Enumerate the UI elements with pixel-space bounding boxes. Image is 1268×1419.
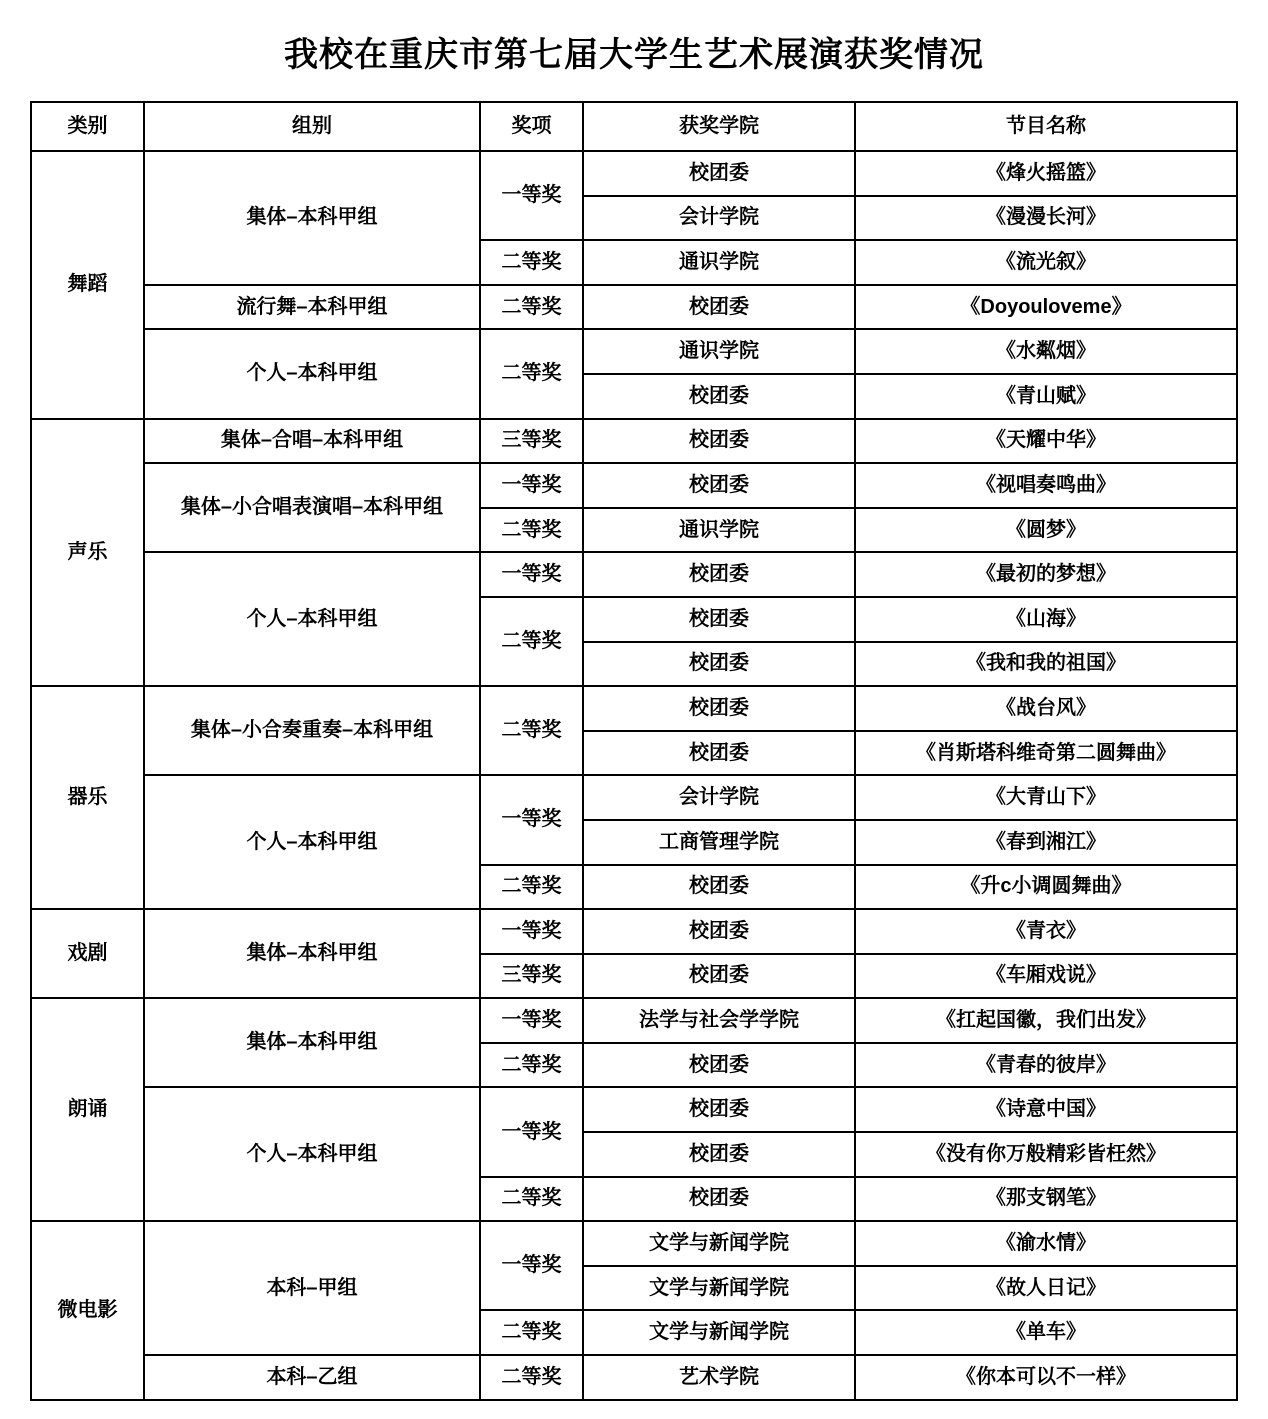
prize-cell: 二等奖 (480, 686, 583, 775)
page-title: 我校在重庆市第七届大学生艺术展演获奖情况 (284, 37, 984, 74)
group-cell: 个人–本科甲组 (144, 329, 480, 418)
college-cell: 校团委 (583, 285, 855, 330)
column-header-program: 节目名称 (855, 102, 1237, 151)
group-cell: 个人–本科甲组 (144, 552, 480, 686)
program-cell: 《大青山下》 (855, 775, 1237, 820)
program-cell: 《肖斯塔科维奇第二圆舞曲》 (855, 731, 1237, 776)
program-cell: 《升c小调圆舞曲》 (855, 865, 1237, 910)
college-cell: 艺术学院 (583, 1355, 855, 1400)
college-cell: 文学与新闻学院 (583, 1221, 855, 1266)
program-cell: 《青山赋》 (855, 374, 1237, 419)
prize-cell: 一等奖 (480, 998, 583, 1043)
program-cell: 《车厢戏说》 (855, 954, 1237, 999)
college-cell: 校团委 (583, 552, 855, 597)
column-header-category: 类别 (31, 102, 144, 151)
college-cell: 校团委 (583, 686, 855, 731)
prize-cell: 一等奖 (480, 1087, 583, 1176)
college-cell: 校团委 (583, 374, 855, 419)
column-header-group: 组别 (144, 102, 480, 151)
group-cell: 集体–合唱–本科甲组 (144, 419, 480, 464)
awards-table-body (31, 151, 1237, 1400)
prize-cell: 二等奖 (480, 1355, 583, 1400)
prize-cell: 二等奖 (480, 865, 583, 910)
prize-cell: 一等奖 (480, 463, 583, 508)
college-cell: 通识学院 (583, 240, 855, 285)
prize-cell: 三等奖 (480, 419, 583, 464)
college-cell: 通识学院 (583, 329, 855, 374)
college-cell: 文学与新闻学院 (583, 1266, 855, 1311)
prize-cell: 三等奖 (480, 954, 583, 999)
column-header-college: 获奖学院 (583, 102, 855, 151)
table-row (31, 909, 1237, 954)
table-row (31, 1355, 1237, 1400)
college-cell: 校团委 (583, 1132, 855, 1177)
college-cell: 校团委 (583, 463, 855, 508)
prize-cell: 一等奖 (480, 552, 583, 597)
college-cell: 校团委 (583, 151, 855, 196)
prize-cell: 二等奖 (480, 1043, 583, 1088)
program-cell: 《渝水情》 (855, 1221, 1237, 1266)
group-cell: 本科–乙组 (144, 1355, 480, 1400)
table-row (31, 1221, 1237, 1266)
program-cell: 《圆梦》 (855, 508, 1237, 553)
group-cell: 流行舞–本科甲组 (144, 285, 480, 330)
prize-cell: 一等奖 (480, 151, 583, 240)
college-cell: 校团委 (583, 597, 855, 642)
table-row (31, 463, 1237, 508)
table-row (31, 151, 1237, 196)
table-row (31, 419, 1237, 464)
college-cell: 校团委 (583, 1087, 855, 1132)
program-cell: 《青春的彼岸》 (855, 1043, 1237, 1088)
awards-table (30, 101, 1238, 1401)
table-row (31, 329, 1237, 374)
college-cell: 会计学院 (583, 775, 855, 820)
program-cell: 《你本可以不一样》 (855, 1355, 1237, 1400)
category-cell: 器乐 (31, 686, 144, 909)
program-cell: 《故人日记》 (855, 1266, 1237, 1311)
table-row (31, 1087, 1237, 1132)
prize-cell: 二等奖 (480, 240, 583, 285)
prize-cell: 二等奖 (480, 508, 583, 553)
college-cell: 法学与社会学学院 (583, 998, 855, 1043)
category-cell: 微电影 (31, 1221, 144, 1399)
college-cell: 校团委 (583, 1177, 855, 1222)
column-header-prize: 奖项 (480, 102, 583, 151)
group-cell: 集体–本科甲组 (144, 998, 480, 1087)
table-row (31, 998, 1237, 1043)
group-cell: 集体–小合奏重奏–本科甲组 (144, 686, 480, 775)
program-cell: 《扛起国徽，我们出发》 (855, 998, 1237, 1043)
prize-cell: 一等奖 (480, 775, 583, 864)
program-cell: 《单车》 (855, 1310, 1237, 1355)
college-cell: 校团委 (583, 419, 855, 464)
prize-cell: 一等奖 (480, 1221, 583, 1310)
group-cell: 个人–本科甲组 (144, 775, 480, 909)
group-cell: 本科–甲组 (144, 1221, 480, 1355)
group-cell: 个人–本科甲组 (144, 1087, 480, 1221)
program-cell: 《青衣》 (855, 909, 1237, 954)
program-cell: 《那支钢笔》 (855, 1177, 1237, 1222)
program-cell: 《春到湘江》 (855, 820, 1237, 865)
header-row (31, 102, 1237, 151)
college-cell: 校团委 (583, 954, 855, 999)
prize-cell: 二等奖 (480, 597, 583, 686)
category-cell: 戏剧 (31, 909, 144, 998)
table-row (31, 552, 1237, 597)
prize-cell: 二等奖 (480, 329, 583, 418)
category-cell: 朗诵 (31, 998, 144, 1221)
college-cell: 通识学院 (583, 508, 855, 553)
program-cell: 《诗意中国》 (855, 1087, 1237, 1132)
prize-cell: 一等奖 (480, 909, 583, 954)
college-cell: 校团委 (583, 642, 855, 687)
group-cell: 集体–本科甲组 (144, 909, 480, 998)
college-cell: 校团委 (583, 1043, 855, 1088)
program-cell: 《天耀中华》 (855, 419, 1237, 464)
college-cell: 文学与新闻学院 (583, 1310, 855, 1355)
program-cell: 《没有你万般精彩皆枉然》 (855, 1132, 1237, 1177)
program-cell: 《漫漫长河》 (855, 196, 1237, 241)
program-cell: 《流光叙》 (855, 240, 1237, 285)
college-cell: 校团委 (583, 909, 855, 954)
prize-cell: 二等奖 (480, 1310, 583, 1355)
college-cell: 会计学院 (583, 196, 855, 241)
program-cell: 《我和我的祖国》 (855, 642, 1237, 687)
program-cell: 《视唱奏鸣曲》 (855, 463, 1237, 508)
college-cell: 校团委 (583, 731, 855, 776)
category-cell: 舞蹈 (31, 151, 144, 419)
table-row (31, 775, 1237, 820)
group-cell: 集体–小合唱表演唱–本科甲组 (144, 463, 480, 552)
college-cell: 校团委 (583, 865, 855, 910)
program-cell: 《山海》 (855, 597, 1237, 642)
prize-cell: 二等奖 (480, 285, 583, 330)
category-cell: 声乐 (31, 419, 144, 687)
group-cell: 集体–本科甲组 (144, 151, 480, 285)
program-cell: 《Doyouloveme》 (855, 285, 1237, 330)
table-row (31, 686, 1237, 731)
college-cell: 工商管理学院 (583, 820, 855, 865)
program-cell: 《最初的梦想》 (855, 552, 1237, 597)
program-cell: 《水粼烟》 (855, 329, 1237, 374)
prize-cell: 二等奖 (480, 1177, 583, 1222)
program-cell: 《战台风》 (855, 686, 1237, 731)
program-cell: 《烽火摇篮》 (855, 151, 1237, 196)
table-row (31, 285, 1237, 330)
